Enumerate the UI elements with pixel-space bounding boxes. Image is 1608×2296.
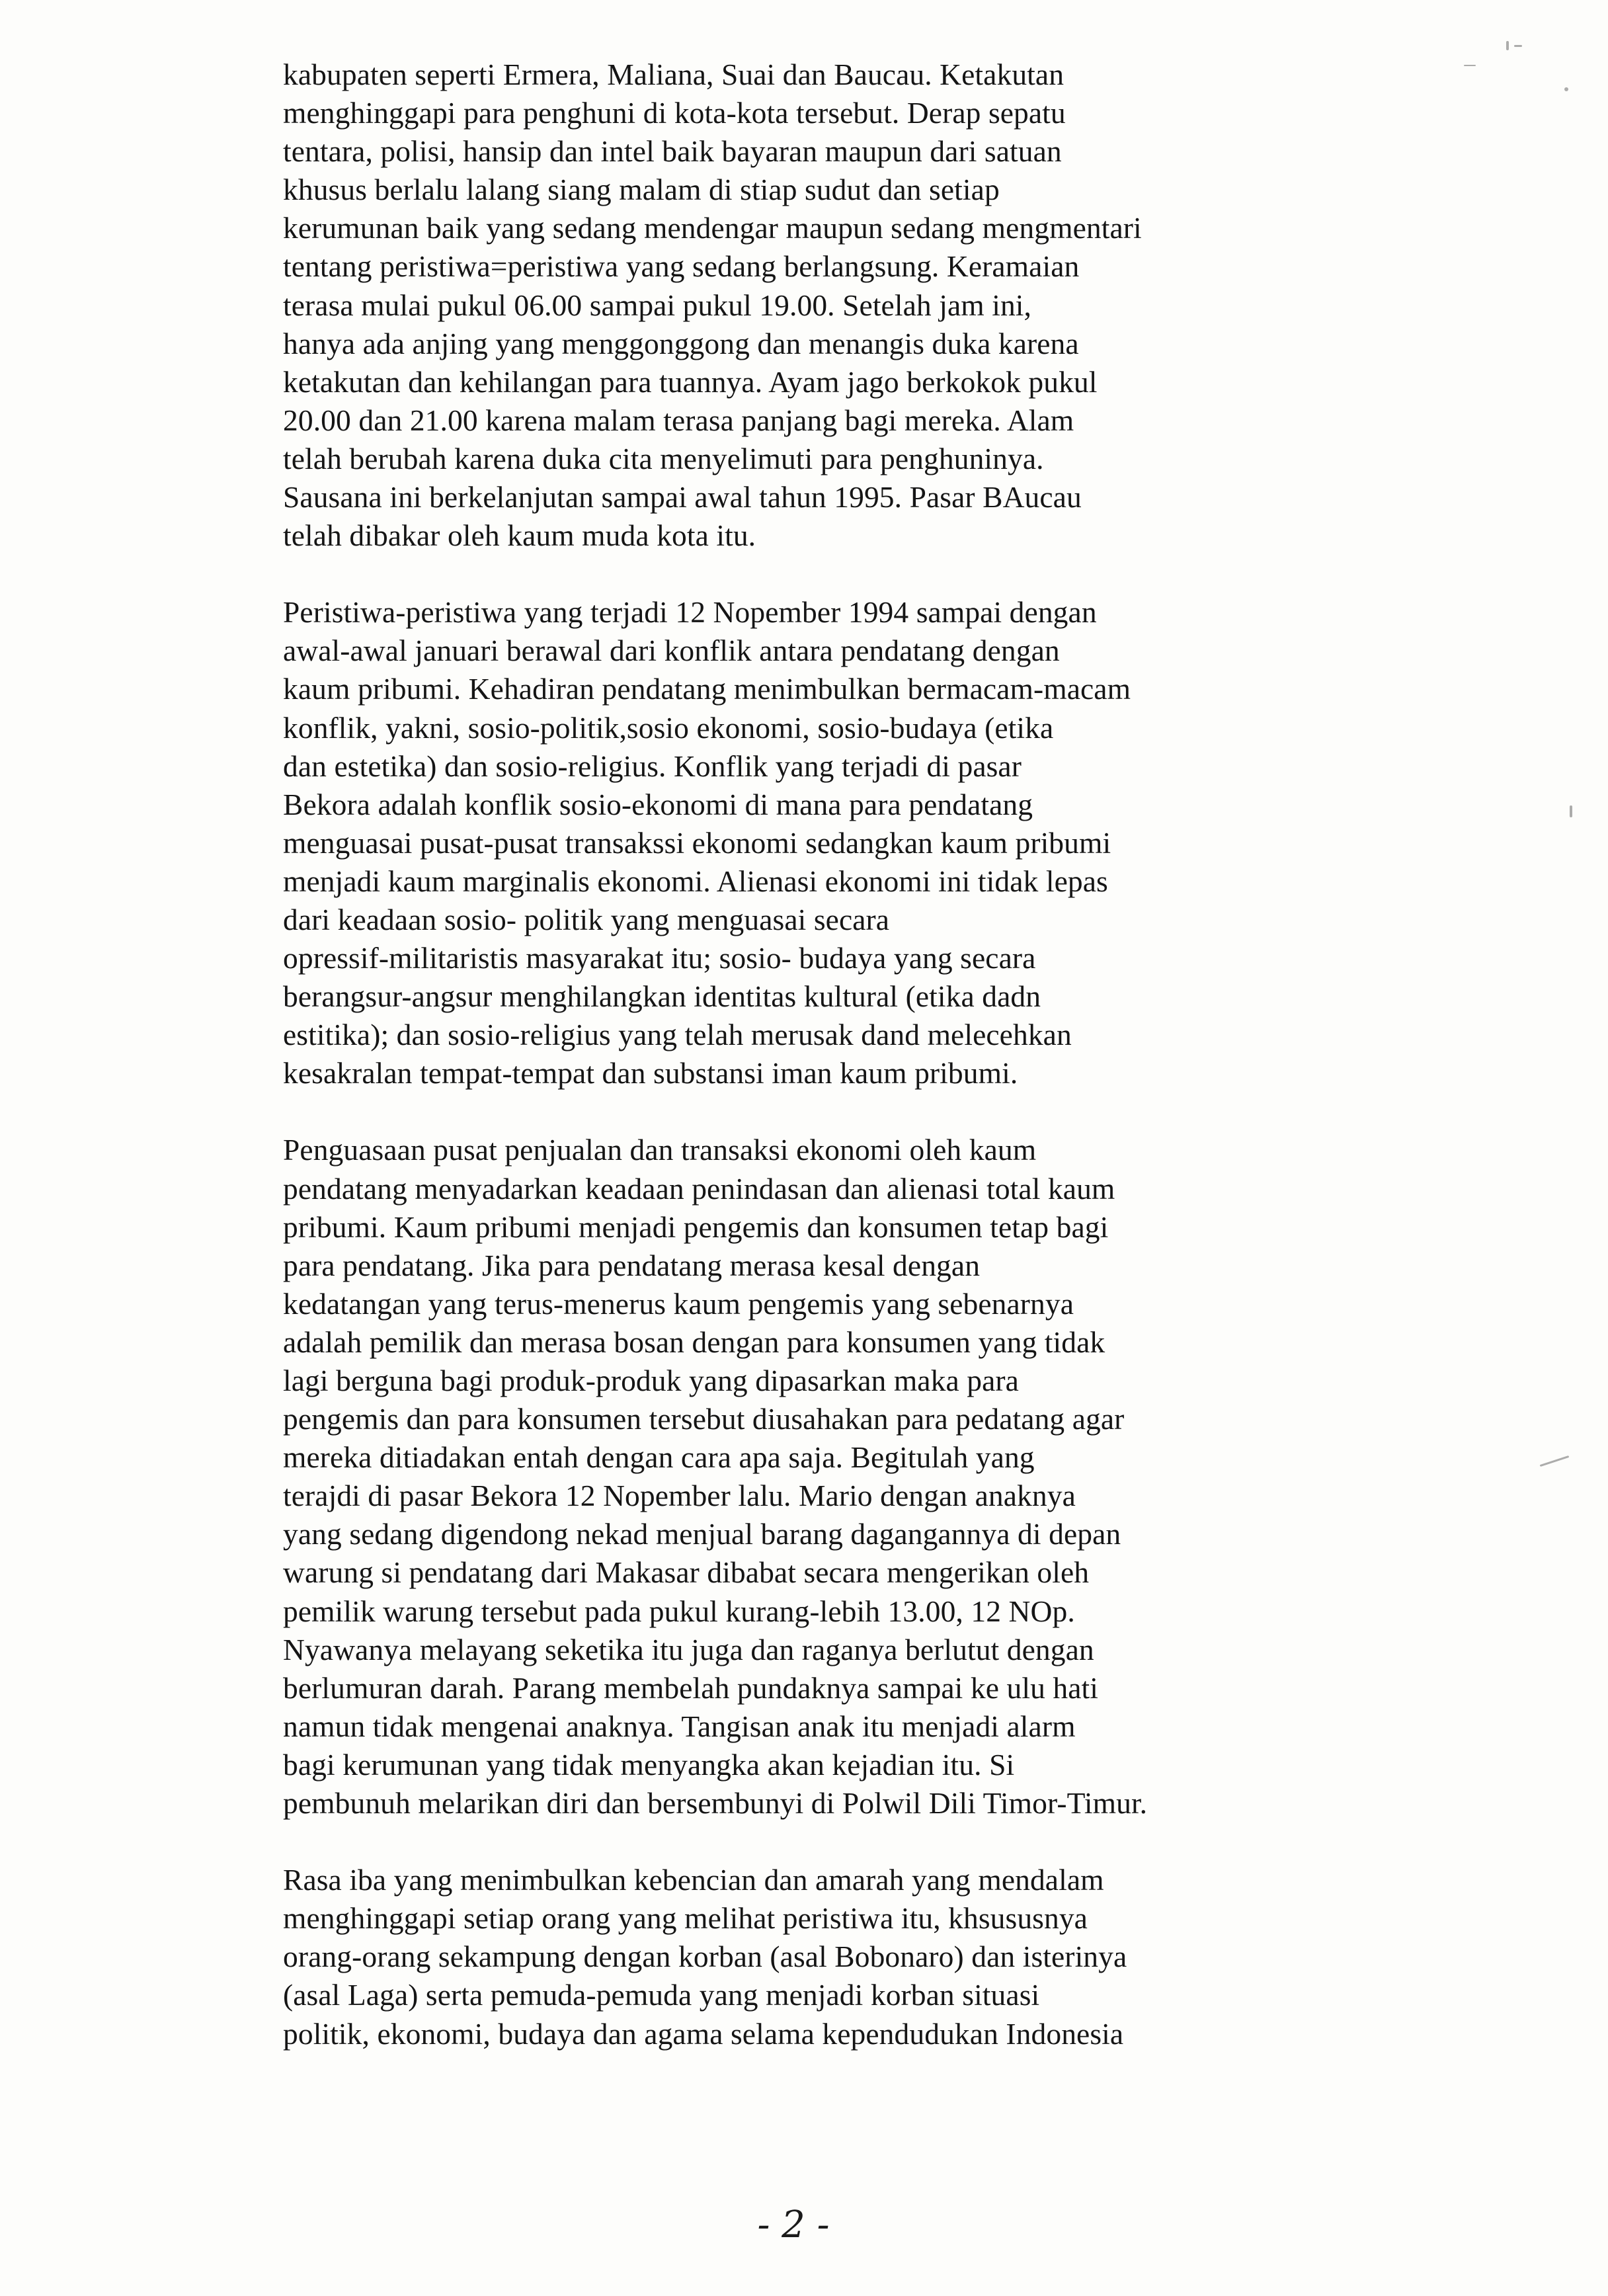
text-line: tentang peristiwa=peristiwa yang sedang berlangsung. Keramaian bbox=[283, 249, 1080, 284]
text-line: tentara, polisi, hansip dan intel baik bayaran maupun dari satuan bbox=[283, 134, 1062, 169]
text-line: konflik, yakni, sosio-politik,sosio ekonomi, sosio-budaya (etika bbox=[283, 710, 1054, 745]
text-line: bagi kerumunan yang tidak menyangka akan kejadian itu. Si bbox=[283, 1747, 1015, 1782]
page-number: - 2 - bbox=[757, 2203, 830, 2246]
text-line: warung si pendatang dari Makasar dibabat secara mengerikan oleh bbox=[283, 1555, 1090, 1590]
text-line: kaum pribumi. Kehadiran pendatang menimbulkan bermacam-macam bbox=[283, 672, 1131, 706]
text-line: 20.00 dan 21.00 karena malam terasa panjang bagi mereka. Alam bbox=[283, 403, 1074, 437]
text-line: dan estetika) dan sosio-religius. Konflik yang terjadi di pasar bbox=[283, 749, 1022, 783]
text-line: orang-orang sekampung dengan korban (asal Bobonaro) dan isterinya bbox=[283, 1940, 1127, 1974]
text-line: (asal Laga) serta pemuda-pemuda yang menjadi korban situasi bbox=[283, 1978, 1040, 2012]
text-line: yang sedang digendong nekad menjual barang dagangannya di depan bbox=[283, 1517, 1121, 1551]
scan-mark bbox=[1570, 805, 1572, 817]
text-line: adalah pemilik dan merasa bosan dengan para konsumen yang tidak bbox=[283, 1325, 1106, 1359]
paragraph bbox=[283, 1131, 1407, 1823]
text-line: para pendatang. Jika para pendatang merasa kesal dengan bbox=[283, 1248, 981, 1282]
text-line: opressif-militaristis masyarakat itu; sosio- budaya yang secara bbox=[283, 941, 1036, 975]
text-line: terajdi di pasar Bekora 12 Nopember lalu. Mario dengan anaknya bbox=[283, 1479, 1076, 1513]
scan-mark bbox=[1540, 1456, 1570, 1467]
text-line: mereka ditiadakan entah dengan cara apa saja. Begitulah yang bbox=[283, 1440, 1035, 1475]
text-line: kesakralan tempat-tempat dan substansi iman kaum pribumi. bbox=[283, 1056, 1018, 1090]
scan-mark bbox=[1564, 87, 1568, 91]
text-line: pembunuh melarikan diri dan bersembunyi di Polwil Dili Timor-Timur. bbox=[283, 1786, 1148, 1821]
text-line: hanya ada anjing yang menggonggong dan menangis duka karena bbox=[283, 326, 1079, 360]
text-line: terasa mulai pukul 06.00 sampai pukul 19.00. Setelah jam ini, bbox=[283, 288, 1032, 322]
text-line: kabupaten seperti Ermera, Maliana, Suai dan Baucau. Ketakutan bbox=[283, 58, 1065, 91]
text-line: berlumuran darah. Parang membelah pundaknya sampai ke ulu hati bbox=[283, 1670, 1099, 1705]
text-line: namun tidak mengenai anaknya. Tangisan anak itu menjadi alarm bbox=[283, 1709, 1076, 1743]
text-line: menguasai pusat-pusat transakssi ekonomi sedangkan kaum pribumi bbox=[283, 825, 1111, 860]
text-line: berangsur-angsur menghilangkan identitas kultural (etika dadn bbox=[283, 979, 1041, 1014]
text-line: menghinggapi para penghuni di kota-kota tersebut. Derap sepatu bbox=[283, 96, 1066, 130]
text-line: Nyawanya melayang seketika itu juga dan raganya berlutut dengan bbox=[283, 1632, 1094, 1666]
text-line: pemilik warung tersebut pada pukul kurang-lebih 13.00, 12 NOp. bbox=[283, 1594, 1075, 1628]
scan-mark bbox=[1464, 65, 1476, 66]
text-line: kedatangan yang terus-menerus kaum pengemis yang sebenarnya bbox=[283, 1286, 1074, 1321]
text-line: pribumi. Kaum pribumi menjadi pengemis dan konsumen tetap bagi bbox=[283, 1210, 1109, 1244]
body-text bbox=[283, 56, 1407, 2092]
text-line: telah dibakar oleh kaum muda kota itu. bbox=[283, 518, 756, 553]
text-line: awal-awal januari berawal dari konflik antara pendatang dengan bbox=[283, 634, 1060, 668]
scan-mark bbox=[1514, 45, 1522, 47]
text-line: Rasa iba yang menimbulkan kebencian dan amarah yang mendalam bbox=[283, 1863, 1104, 1897]
text-line: menghinggapi setiap orang yang melihat peristiwa itu, khsususnya bbox=[283, 1901, 1088, 1936]
text-line: Sausana ini berkelanjutan sampai awal tahun 1995. Pasar BAucau bbox=[283, 480, 1082, 514]
text-line: dari keadaan sosio- politik yang menguasai secara bbox=[283, 902, 890, 936]
text-line: politik, ekonomi, budaya dan agama selama kependudukan Indonesia bbox=[283, 2016, 1124, 2051]
paragraph bbox=[283, 593, 1407, 1092]
scan-mark bbox=[1506, 41, 1509, 50]
text-line: kerumunan baik yang sedang mendengar maupun sedang mengmentari bbox=[283, 211, 1142, 245]
text-line: Peristiwa-peristiwa yang terjadi 12 Nopember 1994 sampai dengan bbox=[283, 595, 1097, 630]
paragraph bbox=[283, 56, 1407, 555]
text-line: pendatang menyadarkan keadaan penindasan dan alienasi total kaum bbox=[283, 1171, 1115, 1206]
paragraph bbox=[283, 1861, 1407, 2053]
text-line: Bekora adalah konflik sosio-ekonomi di mana para pendatang bbox=[283, 787, 1033, 821]
text-line: khusus berlalu lalang siang malam di stiap sudut dan setiap bbox=[283, 173, 1000, 207]
text-line: lagi berguna bagi produk-produk yang dipasarkan maka para bbox=[283, 1364, 1019, 1397]
text-line: telah berubah karena duka cita menyelimuti para penghuninya. bbox=[283, 441, 1044, 475]
text-line: estitika); dan sosio-religius yang telah merusak dand melecehkan bbox=[283, 1018, 1072, 1052]
text-line: ketakutan dan kehilangan para tuannya. Ayam jago berkokok pukul bbox=[283, 364, 1098, 399]
text-line: menjadi kaum marginalis ekonomi. Alienasi ekonomi ini tidak lepas bbox=[283, 864, 1108, 898]
text-line: pengemis dan para konsumen tersebut diusahakan para pedatang agar bbox=[283, 1402, 1125, 1436]
text-line: Penguasaan pusat penjualan dan transaksi ekonomi oleh kaum bbox=[283, 1133, 1037, 1167]
